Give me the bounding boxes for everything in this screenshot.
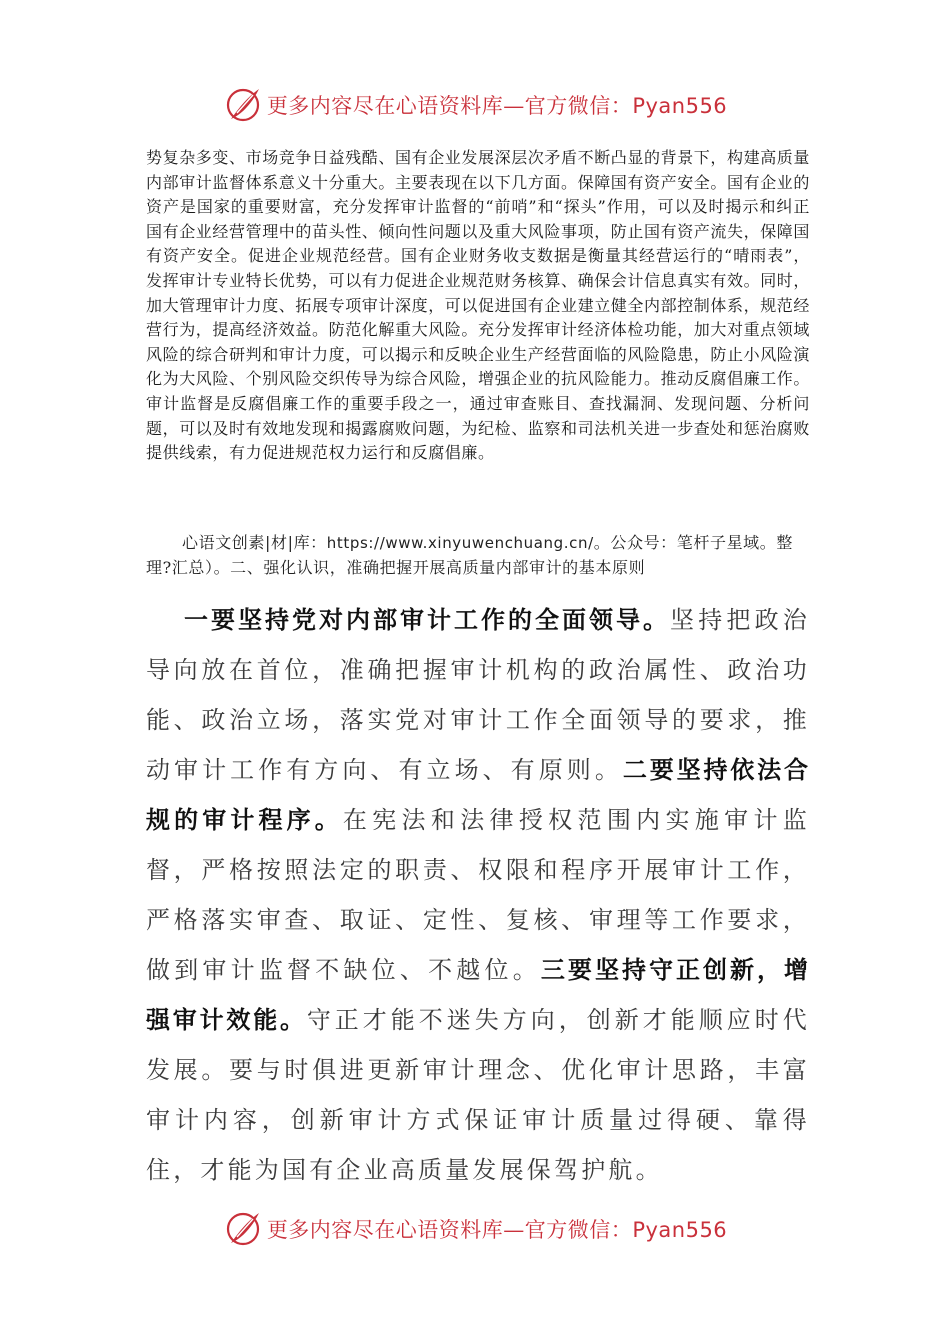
principle-2-heading: 二要坚持依法合规的审计程序。 <box>146 755 811 834</box>
principle-1-heading: 一要坚持党对内部审计工作的全面领导。 <box>184 605 670 634</box>
quill-logo-icon <box>223 1209 263 1249</box>
header-banner <box>0 80 950 130</box>
footer-banner <box>0 1204 950 1254</box>
footer-wechat-handle: Pyan556 <box>632 1218 728 1242</box>
source-url-link[interactable]: https://www.xinyuwenchuang.cn/ <box>326 534 594 552</box>
principle-3-heading: 三要坚持守正创新，增强审计效能。 <box>146 955 810 1034</box>
banner-text <box>267 90 727 120</box>
footer-banner-text-main: 更多内容尽在心语资料库—官方微信： <box>266 1218 633 1242</box>
principles-paragraph <box>146 595 810 1195</box>
source-suffix: 。公众号：笔杆子星域。整理?汇总）。二、强化认识，准确把握开展高质量内部审计的基本原则 <box>146 533 793 577</box>
principle-2-body: 在宪法和法律授权范围内实施审计监督，严格按照法定的职责、权限和程序开展审计工作，严格落实审查、取证、定性、复核、审理等工作要求，做到审计监督不缺位、不越位。 <box>146 806 810 984</box>
wechat-handle: Pyan556 <box>632 94 728 118</box>
footer-banner-text <box>267 1214 727 1244</box>
intro-paragraph: 势复杂多变、市场竞争日益残酷、国有企业发展深层次矛盾不断凸显的背景下，构建高质量内部审计监督体系意义十分重大。主要表现在以下几方面。保障国有资产安全。国有企业的资产是国家的重要财富，充分发挥审计监督的“前哨”和“探头”作用，可以及时揭示和纠正国有企业经营管理中的苗头性、倾向性问题以及重大风险事项，防止国有资产流失，保障国有资产安全。促进企业规范经营。国有企业财务收支数据是衡量其经营运行的“晴雨表”，发挥审计专业特长优势，可以有力促进企业规范财务核算、确保会计信息真实有效。同时，加大管理审计力度、拓展专项审计深度，可以促进国有企业建立健全内部控制体系，规范经营行为，提高经济效益。防范化解重大风险。充分发挥审计经济体检功能，加大对重点领域风险的综合研判和审计力度，可以揭示和反映企业生产经营面临的风险隐患，防止小风险演化为大风险、个别风险交织传导为综合风险，增强企业的抗风险能力。推动反腐倡廉工作。审计监督是反腐倡廉工作的重要手段之一，通过审查账目、查找漏洞、发现问题、分析问题，可以及时有效地发现和揭露腐败问题，为纪检、监察和司法机关进一步查处和惩治腐败提供线索，有力促进规范权力运行和反腐倡廉。 <box>146 148 811 463</box>
source-prefix: 心语文创素|材|库： <box>182 533 327 552</box>
principle-1-body: 坚持把政治导向放在首位，准确把握审计机构的政治属性、政治功能、政治立场，落实党对审计工作全面领导的要求，推动审计工作有方向、有立场、有原则。 <box>146 606 810 784</box>
quill-logo-icon <box>223 85 263 125</box>
principle-3-body: 守正才能不迷失方向，创新才能顺应时代发展。要与时俱进更新审计理念、优化审计思路，丰富审计内容，创新审计方式保证审计质量过得硬、靠得住，才能为国有企业高质量发展保驾护航。 <box>146 1006 811 1184</box>
source-paragraph <box>146 531 810 580</box>
banner-text-main: 更多内容尽在心语资料库—官方微信： <box>266 94 633 118</box>
